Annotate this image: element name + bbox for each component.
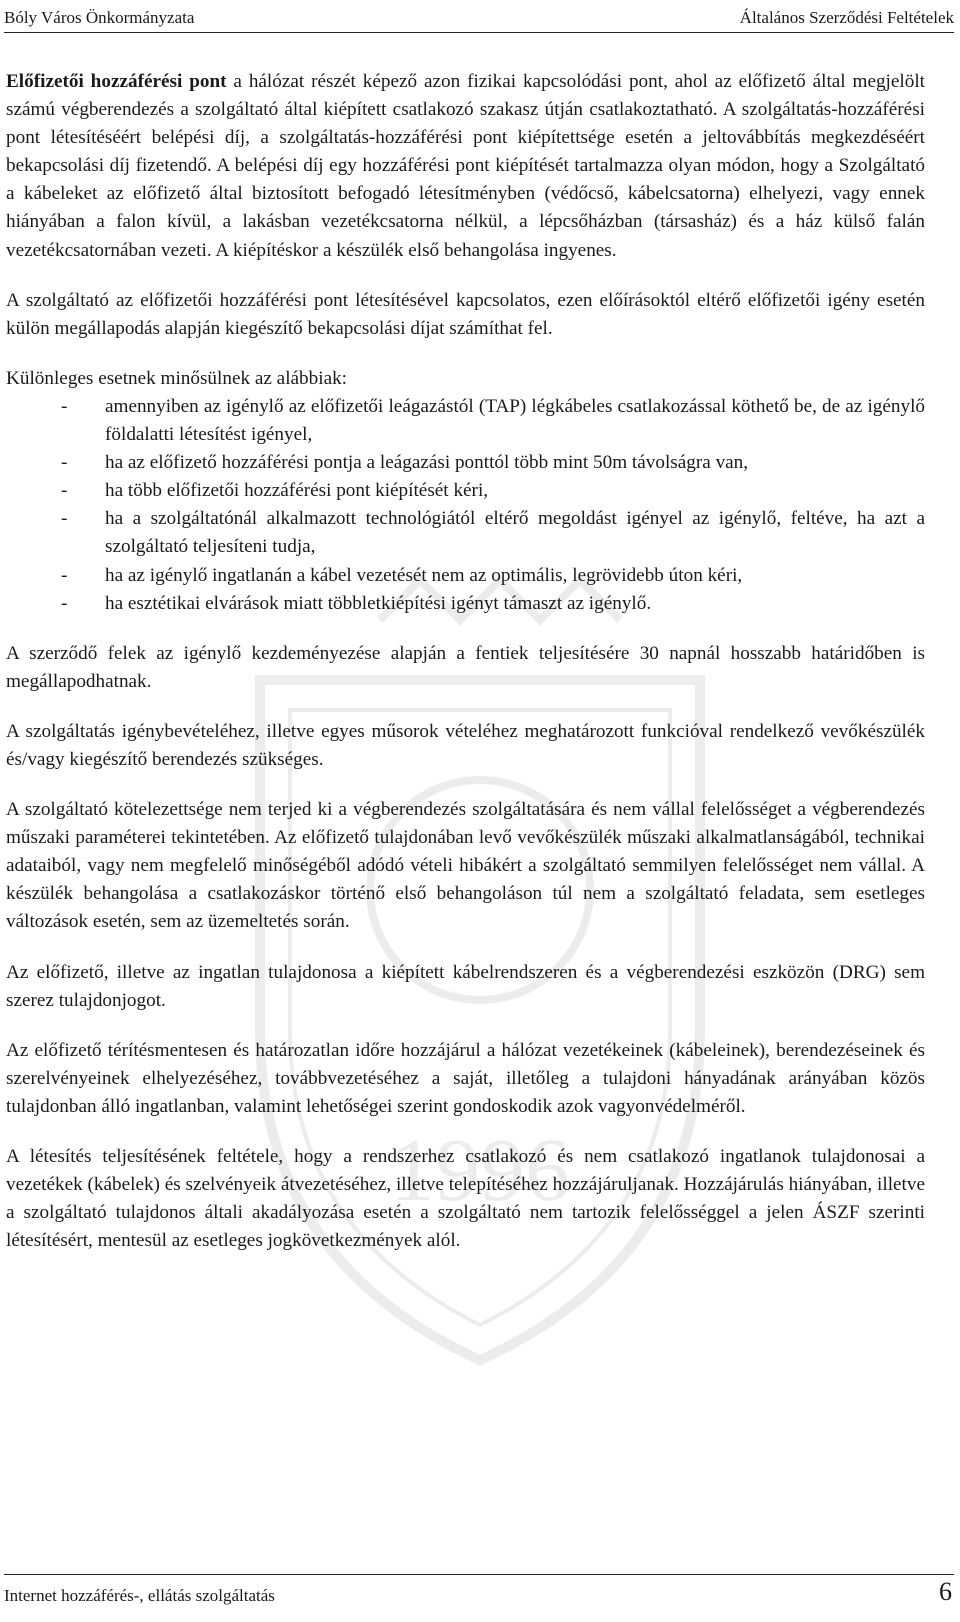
special-cases-list	[6, 393, 925, 618]
list-item: - ha esztétikai elvárások miatt többletkiépítési igényt támaszt az igénylő.	[61, 592, 652, 614]
paragraph-access-point: Előfizetői hozzáférési pont a hálózat részét képező azon fizikai kapcsolódási pont, ahol az előfizető által megjelölt számú végberendezés a szolgáltató által kiépített csatlakozó szakasz útján csatlakoztatható. A szolgáltatás-hozzáférési pont létesítéséért belépési díj, a szolgáltatás-hozzáférési pont kiépítettsége esetén a jeltovábbítás megkezdéséért bekapcsolási díj fizetendő. A belépési díj egy hozzáférési pont kiépítését tartalmazza olyan módon, hogy a Szolgáltató a kábeleket az előfizető által biztosított befogadó létesítményben (védőcső, kábelcsatorna) elhelyezi, vagy ennek hiányában a falon kívül, a lakásban vezetékcsatorna nélkül, a lépcsőházban (társasház) és a ház külső falán vezetékcsatornában vezeti. A kiépítéskor a készülék első behangolása ingyenes.	[6, 71, 925, 261]
paragraph-consent: Az előfizető térítésmentesen és határozatlan időre hozzájárul a hálózat vezetékeinek (kábeleinek), berendezéseinek és szerelvényeinek elhelyezéséhez, továbbvezetéséhez a saját, illetőleg a tulajdoni hányadának arányában közös tulajdonban álló ingatlanban, valamint lehetőségei szerint gondoskodik azok vagyonvédelméről.	[6, 1039, 925, 1117]
paragraph-deadline: A szerződő felek az igénylő kezdeményezése alapján a fentiek teljesítésére 30 napnál hosszabb határidőben is megállapodhatnak.	[6, 642, 925, 692]
header-document-title: Általános Szerződési Feltételek	[739, 8, 954, 27]
page-number: 6	[939, 1577, 952, 1606]
list-item: - ha több előfizetői hozzáférési pont kiépítését kéri,	[61, 480, 489, 502]
paragraph-installation-condition: A létesítés teljesítésének feltétele, hogy a rendszerhez csatlakozó és nem csatlakozó ingatlanok tulajdonosai a vezetékek (kábelek) és szelvényeik átvezetéséhez, illetve telepítéséhez hozzájáruljanak. Hozzájárulás hiányában, illetve a szolgáltató tulajdonos általi akadályozása esetén a szolgáltató nem tartozik felelősséggel a jelen ÁSZF szerinti létesítésért, mentesül az esetleges jogkövetkezmények alól.	[6, 1146, 925, 1252]
list-item: - amennyiben az igénylő az előfizetői leágazástól (TAP) légkábeles csatlakozással köthető be, de az igénylő földalatti létesítést igényel,	[61, 395, 925, 446]
footer-service-name: Internet hozzáférés-, ellátás szolgáltatás	[4, 1586, 275, 1605]
document-body	[6, 68, 925, 1277]
watermark-year: 1996	[390, 1121, 570, 1220]
page-header	[4, 4, 954, 33]
paragraph-liability: A szolgáltató kötelezettsége nem terjed ki a végberendezés szolgáltatására és nem vállal felelősséget a végberendezés műszaki paraméterei tekintetében. Az előfizető tulajdonában levő vevőkészülék műszaki alkalmatlanságából, technikai adataiból, vagy nem megfelelő minőségéből adódó vételi hibákért a szolgáltató semmilyen felelősséget nem vállal. A készülék behangolása a csatlakozáskor történő első behangoláson túl nem a szolgáltató feladata, sem esetleges változások esetén, sem az üzemeltetés során.	[6, 799, 925, 933]
list-item: - ha az előfizető hozzáférési pontja a leágazási ponttól több mint 50m távolságra van,	[61, 452, 749, 474]
paragraph-extra-fee: A szolgáltató az előfizetői hozzáférési pont létesítésével kapcsolatos, ezen előírásoktól eltérő előfizetői igény esetén külön megállapodás alapján kiegészítő bekapcsolási díjat számíthat fel.	[6, 289, 925, 339]
list-item: - ha a szolgáltatónál alkalmazott technológiától eltérő megoldást igényel az igénylő, feltéve, ha azt a szolgáltató teljesíteni tudja,	[61, 508, 925, 558]
paragraph-receiver: A szolgáltatás igénybevételéhez, illetve egyes műsorok vételéhez meghatározott funkcióval rendelkező vevőkészülék és/vagy kiegészítő berendezés szükséges.	[6, 720, 925, 770]
header-municipality: Bóly Város Önkormányzata	[4, 8, 195, 27]
term-access-point: Előfizetői hozzáférési pont	[6, 71, 227, 92]
paragraph-special-cases-intro: Különleges esetnek minősülnek az alábbiak:	[6, 367, 348, 389]
list-item: - ha az igénylő ingatlanán a kábel vezetését nem az optimális, legrövidebb úton kéri,	[61, 564, 743, 586]
page-footer	[4, 1574, 954, 1615]
paragraph-ownership: Az előfizető, illetve az ingatlan tulajdonosa a kiépített kábelrendszeren és a végberendezési eszközön (DRG) sem szerez tulajdonjogot.	[6, 961, 925, 1011]
